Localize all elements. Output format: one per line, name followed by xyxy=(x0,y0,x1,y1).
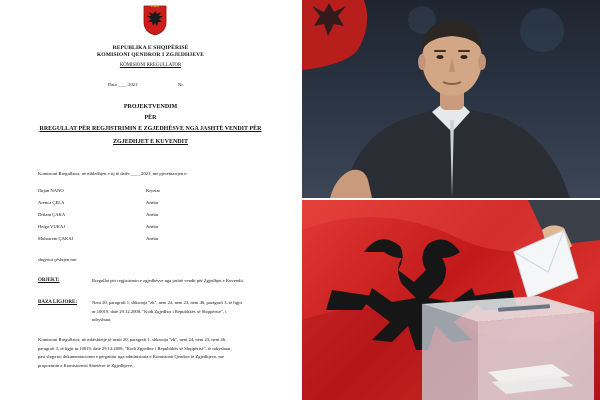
member-row xyxy=(38,200,159,205)
final-paragraph-line: pasi shqyrtoi dokumentacionin e përgatitur nga administrata e Komisionit Qendror të Zgjedhjeve, me xyxy=(38,354,225,359)
title-rules-line2: ZGJEDHJET E KUVENDIT xyxy=(113,139,188,145)
baza-line: ndryshuar. xyxy=(92,317,112,322)
background-flag xyxy=(302,0,367,70)
final-paragraph-line: propozimin e Komisionerit Shtetëror të Zgjedhjeve, xyxy=(38,362,134,368)
title-projektvendim: PROJEKTVENDIM xyxy=(123,104,178,110)
ballot-scene xyxy=(302,200,600,400)
member-name: Arenca ÇELA xyxy=(38,200,65,205)
member-name: Muharrem ÇAKAJ xyxy=(38,236,74,241)
member-row xyxy=(38,188,161,193)
albanian-emblem-icon xyxy=(142,4,168,36)
objekt-text: Rregullat për regjistrimin e zgjedhësve nga jashtë vendit për Zgjedhjet e Kuvendit. xyxy=(92,278,245,283)
interview-photo xyxy=(302,0,600,198)
member-role: Anëtar xyxy=(146,236,159,241)
member-role: Anëtar xyxy=(146,212,159,217)
header-republic: REPUBLIKA E SHQIPËRISË xyxy=(112,45,189,51)
member-name: Drilam ÇAKA xyxy=(38,212,66,217)
title-per: PËR xyxy=(144,115,157,121)
ballot-photo xyxy=(302,200,600,400)
meta-date: Data ____.2021 xyxy=(108,82,138,87)
title-rules-line1: RREGULLAT PËR REGJISTRIMIN E ZGJEDHËSVE NGA JASHTË VENDIT PËR xyxy=(39,126,262,132)
intro-text: Komisioni Rregullator, në mbledhjen e tij të datës ____.2021, me pjesëmarrjen e: xyxy=(38,171,188,176)
subheader-commission: KOMISIONI RREGULLATOR xyxy=(119,63,182,68)
member-row xyxy=(38,236,159,241)
member-role: Anëtar xyxy=(146,200,159,205)
member-name: Ilirjan NANO xyxy=(38,188,64,193)
final-paragraph-line: paragrafi 3, të ligjit nr.10019, datë 29.12.2008, "Kodi Zgjedhor i Republikës së Shqipërisë", të ndryshuar, xyxy=(38,345,232,351)
baza-label: BAZA LIGJORE: xyxy=(38,300,78,305)
final-paragraph-line: Komisioni Rregullator, në mbështetje të nenit 20, paragrafi 1, shkronja "zh", neni 24, neni 23, neni 46, xyxy=(38,337,227,342)
ballot-box xyxy=(422,296,594,400)
member-row xyxy=(38,224,159,229)
member-row xyxy=(38,212,159,217)
member-role: Anëtar xyxy=(146,224,159,229)
baza-line: nr.10019, datë 29.12.2008, "Kodi Zgjedhor i Republikës së Shqipërisë", i xyxy=(92,308,227,314)
examined-text: shqyrtoi çështjen me: xyxy=(38,257,78,262)
interview-scene xyxy=(302,0,600,198)
objekt-label: OBJEKT: xyxy=(38,278,60,283)
member-role: Kryetar xyxy=(146,188,161,193)
header-commission: KOMISIONI QENDROR I ZGJEDHJEVE xyxy=(96,52,205,58)
baza-line: Neni 20, paragrafi 1, shkronja "zh", neni 24, neni 23, neni 46, paragrafi 3, të ligjit xyxy=(92,300,242,305)
meta-number: Nr. xyxy=(178,82,184,87)
member-name: Helga VUKAJ xyxy=(38,224,66,229)
